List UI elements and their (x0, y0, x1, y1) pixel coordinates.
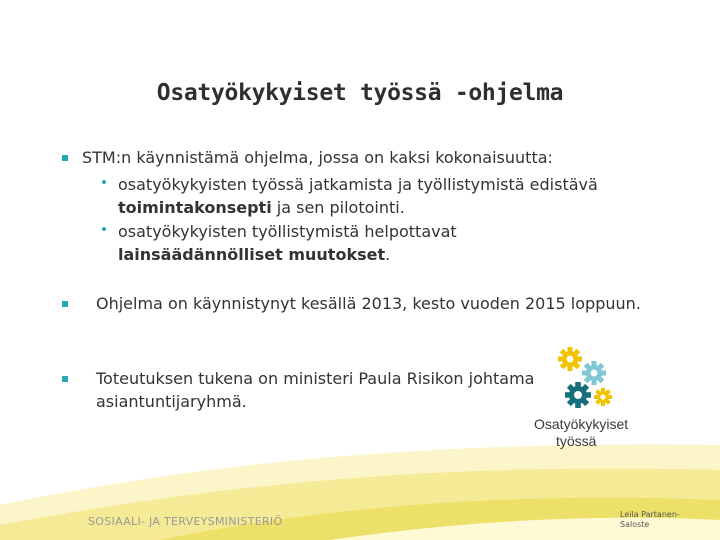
square-bullet-icon (62, 301, 68, 307)
logo-label-line-2: työssä (556, 433, 597, 449)
gear-icon (558, 347, 582, 371)
bullet-text: Ohjelma on käynnistynyt kesällä 2013, kesto vuoden 2015 loppuun. (96, 294, 641, 313)
square-bullet-icon (62, 376, 68, 382)
author-line-2: Saloste (620, 520, 650, 529)
sub-bullet-text: osatyökykyisten työssä jatkamista ja työllistymistä edistävä toimintakonsepti ja sen pilotointi. (118, 175, 598, 217)
logo-label-line-1: Osatyökykyiset (534, 416, 629, 432)
square-bullet-icon (62, 155, 68, 161)
gear-icon (582, 361, 606, 385)
author-line-1: Leila Partanen- (620, 510, 680, 519)
dot-bullet-icon (102, 180, 106, 184)
bullet-text: STM:n käynnistämä ohjelma, jossa on kaksi kokonaisuutta: (82, 148, 553, 167)
sub-bullet-text: osatyökykyisten työllistymistä helpottavat lainsäädännölliset muutokset. (118, 222, 457, 264)
gear-icon (594, 388, 612, 406)
ministry-logo-text: SOSIAALI- JA TERVEYSMINISTERIÖ (88, 515, 283, 528)
slide-title: Osatyökykyiset työssä -ohjelma (156, 80, 564, 106)
bullet-text: Toteutuksen tukena on ministeri Paula Risikon johtama asiantuntijaryhmä. (96, 369, 535, 411)
dot-bullet-icon (102, 227, 106, 231)
gear-icon (565, 382, 591, 408)
gears-logo (548, 345, 628, 415)
author-credit (620, 510, 690, 530)
logo-label (534, 416, 654, 450)
